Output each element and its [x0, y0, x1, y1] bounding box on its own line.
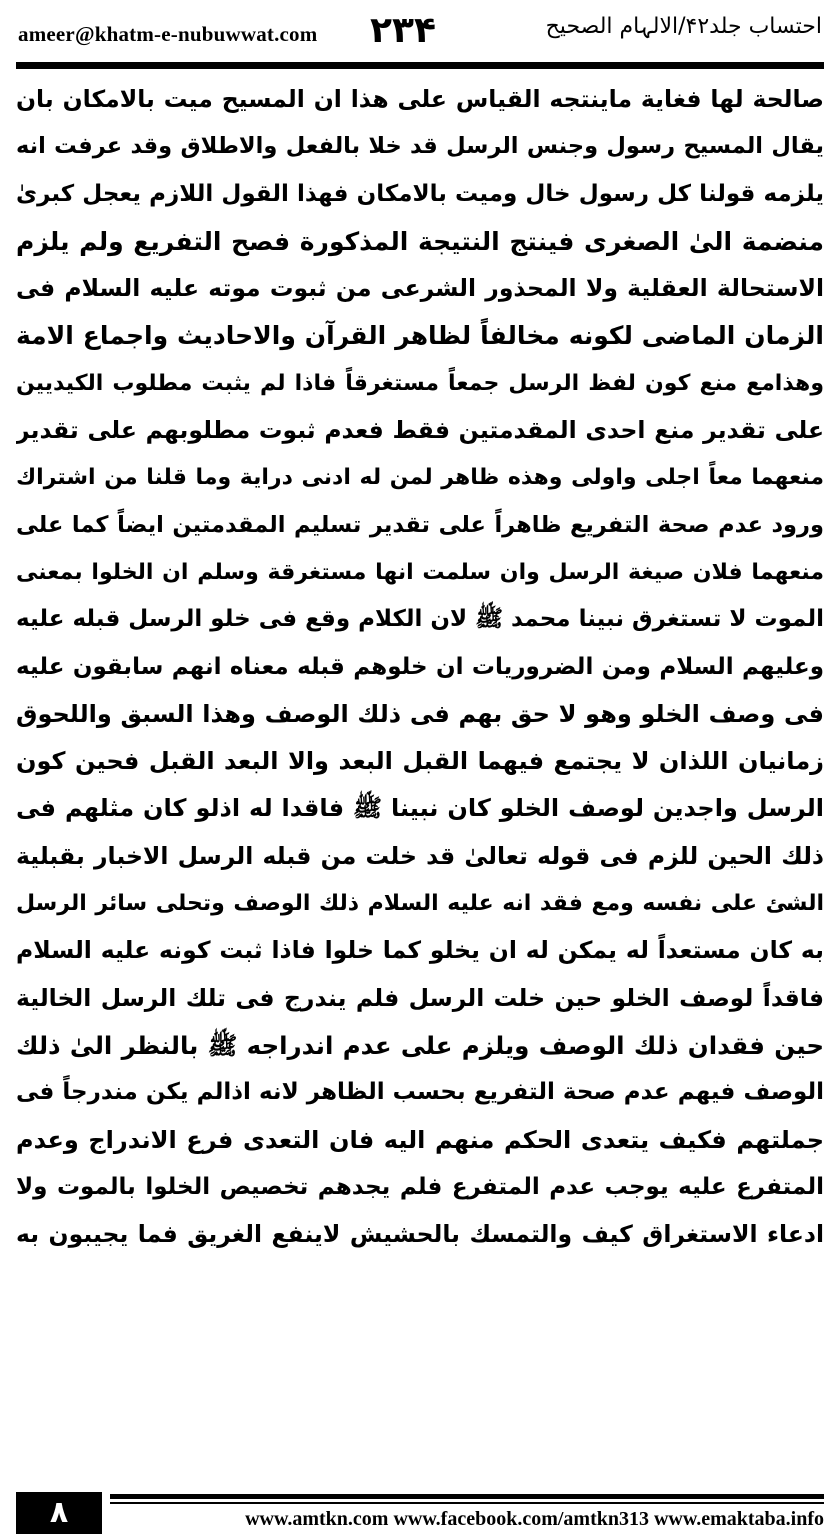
running-title: احتساب جلد۴۲/الالہام الصحیح [545, 14, 822, 39]
text-line: منعهما معاً اجلى واولى وهذه ظاهر لمن له ادنى دراية وما قلنا من اشتراك [16, 465, 824, 491]
text-line: وهذامع منع كون لفظ الرسل جمعاً مستغرقاً فاذا لم يثبت مطلوب الكيديين [16, 370, 824, 396]
text-line: الاستحالة العقلية ولا المحذور الشرعى من ثبوت موته عليه السلام فى [16, 274, 824, 303]
text-line: الشئ على نفسه ومع فقد انه عليه السلام ذلك الوصف وتحلى سائر الرسل [16, 891, 824, 917]
text-line: فى وصف الخلو وهو لا حق بهم فى ذلك الوصف وهذا السبق واللحوق [16, 699, 824, 728]
text-line: الزمان الماضى لكونه مخالفاً لظاهر القرآن والاحاديث واجماع الامة [16, 321, 824, 351]
text-line: به كان مستعداً له يمكن له ان يخلو كما خلوا فاذا ثبت كونه عليه السلام [16, 936, 824, 965]
header-rule [16, 62, 824, 69]
text-line: المتفرع عليه يوجب عدم المتفرع فلم يجدهم تخصيص الخلوا بالموت ولا [16, 1173, 824, 1200]
text-line: حين فقدان ذلك الوصف ويلزم على عدم اندراجه ﷺ بالنظر الىٰ ذلك [16, 1030, 824, 1060]
text-line: جملتهم فكيف يتعدى الحكم منهم اليه فان التعدى فرع الاندراج وعدم [16, 1125, 824, 1154]
text-line: زمانيان اللذان لا يجتمع فيهما القبل البعد والا البعد القبل فحين كون [16, 747, 824, 776]
body-text [16, 76, 824, 1258]
text-line: ذلك الحين للزم فى قوله تعالىٰ قد خلت من قبله الرسل الاخبار بقبلية [16, 841, 824, 870]
text-line: على تقدير منع احدى المقدمتين فقط فعدم ثبوت مطلوبهم على تقدير [16, 416, 824, 445]
text-line: الوصف فيهم عدم صحة التفريع بحسب الظاهر لانه اذالم يكن مندرجاً فى [16, 1079, 824, 1106]
text-line: منضمة الىٰ الصغرى فينتج النتيجة المذكورة فصح التفريع ولم يلزم [16, 226, 824, 256]
text-line: يقال المسيح رسول وجنس الرسل قد خلا بالفعل والاطلاق وقد عرفت انه [16, 133, 824, 160]
text-line: منعهما فلان صيغة الرسل وان سلمت انها مستغرقة وسلم ان الخلوا بمعنى [16, 559, 824, 585]
text-line: صالحة لها فغاية ماينتجه القياس على هذا ان المسيح ميت بالامكان بان [16, 85, 824, 113]
header-email: ameer@khatm-e-nubuwwat.com [18, 22, 318, 46]
text-line: وعليهم السلام ومن الضروريات ان خلوهم قبله معناه انهم سابقون عليه [16, 653, 824, 680]
text-line: ورود عدم صحة التفريع ظاهراً على تقدير تسليم المقدمتين ايضاً كما على [16, 511, 824, 538]
footer-rule-thin [110, 1502, 824, 1504]
page-number: ۲۳۴ [370, 10, 436, 51]
page-footer [0, 1484, 840, 1540]
footer-page-number: ۸ [16, 1492, 102, 1534]
footer-rule [110, 1494, 824, 1499]
text-line: فاقداً لوصف الخلو حين خلت الرسل فلم يندرج فى تلك الرسل الخالية [16, 983, 824, 1012]
text-line: ادعاء الاستغراق كيف والتمسك بالحشيش لاينفع الغريق فما يجيبون به [16, 1220, 824, 1249]
footer-links[interactable]: www.amtkn.com www.facebook.com/amtkn313 www.emaktaba.info [245, 1508, 824, 1530]
text-line: الرسل واجدين لوصف الخلو كان نبينا ﷺ فاقدا له اذلو كان مثلهم فى [16, 794, 824, 823]
page-header [0, 0, 840, 68]
text-line: الموت لا تستغرق نبينا محمد ﷺ لان الكلام وقع فى خلو الرسل قبله عليه [16, 606, 824, 633]
text-line: يلزمه قولنا كل رسول خال وميت بالامكان فهذا القول اللازم يعجل كبرىٰ [16, 180, 824, 207]
